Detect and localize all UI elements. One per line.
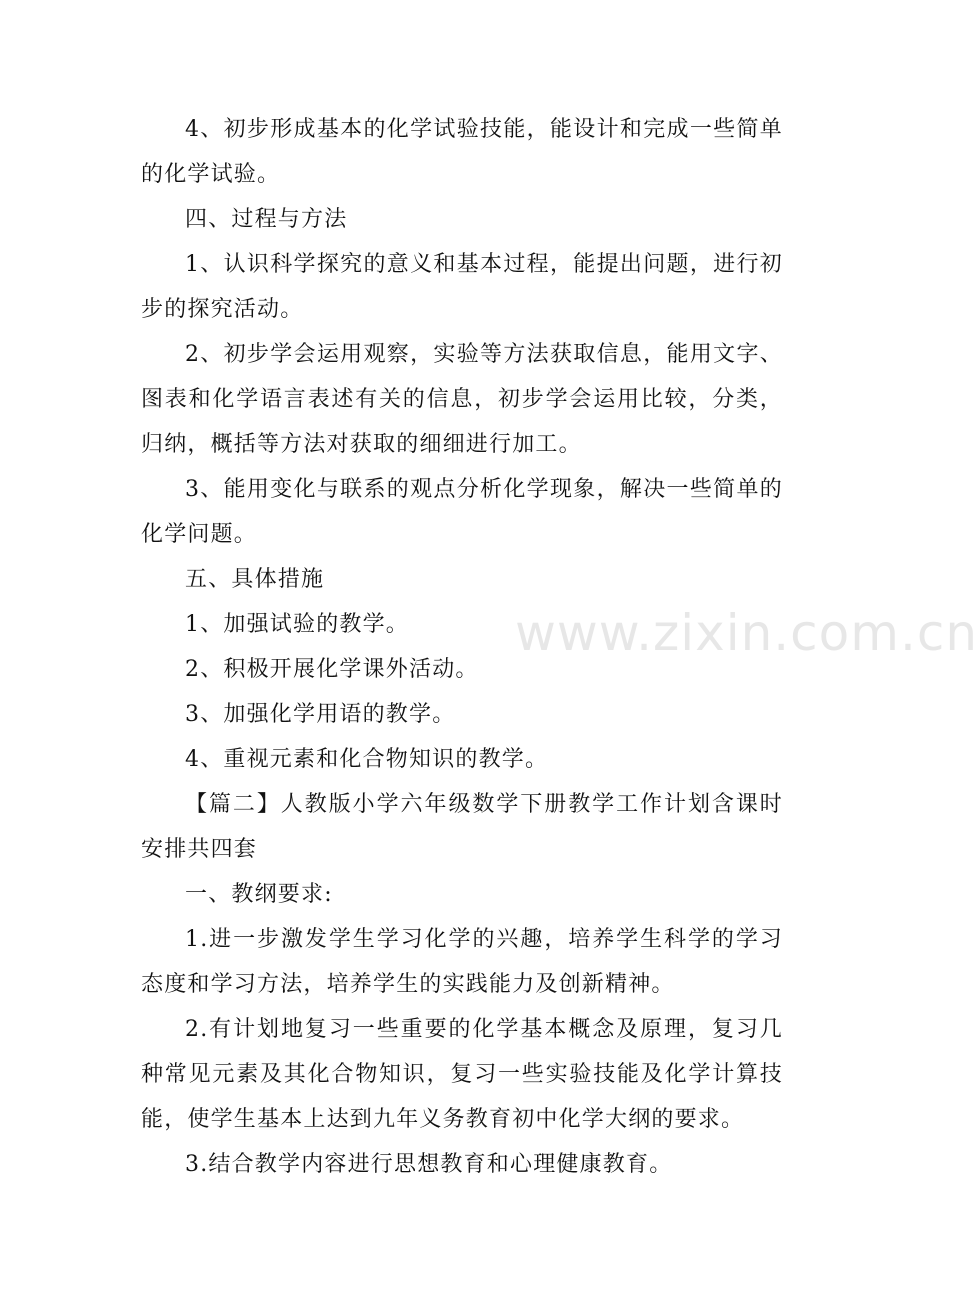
site-watermark: www.zixin.com.cn	[515, 604, 978, 662]
paragraph-3: 2、初步学会运用观察，实验等方法获取信息，能用文字、图表和化学语言表述有关的信息，初步学会运用比较，分类，归纳，概括等方法对获取的细细进行加工。	[141, 342, 783, 457]
article-title-part-two: 【篇二】人教版小学六年级数学下册教学工作计划含课时安排共四套	[141, 792, 783, 862]
measure-item-2: 2、积极开展化学课外活动。	[185, 657, 479, 682]
paragraph-1: 4、初步形成基本的化学试验技能，能设计和完成一些简单的化学试验。	[141, 117, 783, 187]
section-heading-syllabus-requirements: 一、教纲要求:	[185, 882, 333, 907]
section-heading-process-and-method: 四、过程与方法	[185, 207, 348, 232]
paragraph-2: 1、认识科学探究的意义和基本过程，能提出问题，进行初步的探究活动。	[141, 252, 783, 322]
paragraph-4: 3、能用变化与联系的观点分析化学现象，解决一些简单的化学问题。	[141, 477, 783, 547]
measure-item-1: 1、加强试验的教学。	[185, 612, 409, 637]
requirement-item-1: 1.进一步激发学生学习化学的兴趣，培养学生科学的学习态度和学习方法，培养学生的实践能力及创新精神。	[141, 927, 783, 997]
measure-item-4: 4、重视元素和化合物知识的教学。	[185, 747, 549, 772]
requirement-item-2: 2.有计划地复习一些重要的化学基本概念及原理，复习几种常见元素及其化合物知识，复习一些实验技能及化学计算技能，使学生基本上达到九年义务教育初中化学大纲的要求。	[141, 1017, 783, 1132]
measure-item-3: 3、加强化学用语的教学。	[185, 702, 456, 727]
requirement-item-3: 3.结合教学内容进行思想教育和心理健康教育。	[185, 1152, 673, 1177]
section-heading-specific-measures: 五、具体措施	[185, 567, 325, 592]
